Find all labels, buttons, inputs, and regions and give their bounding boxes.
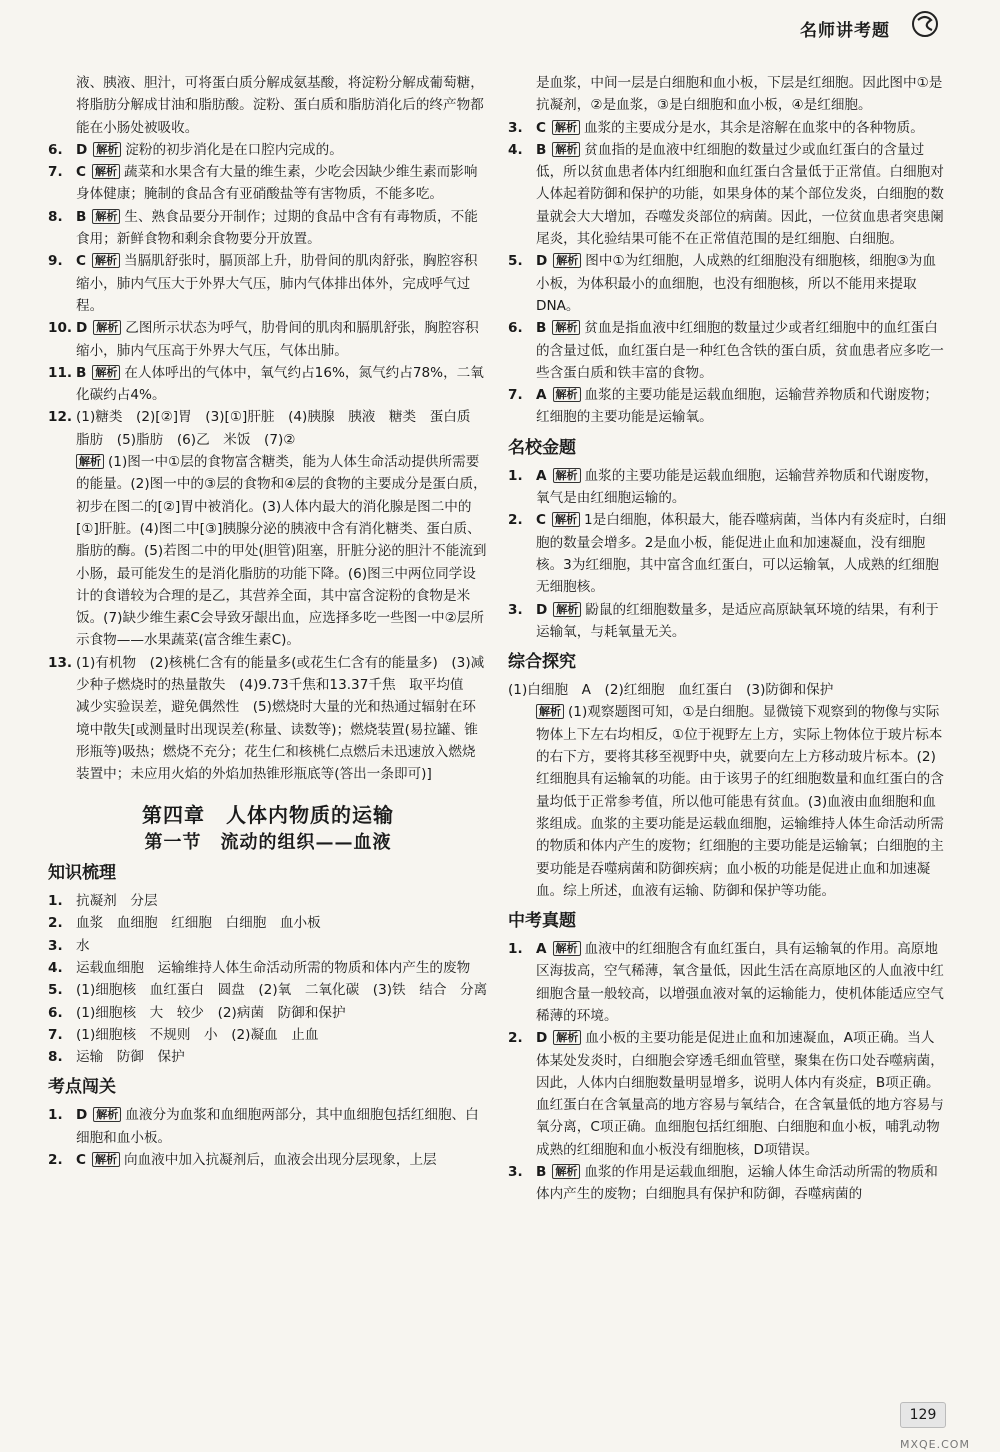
answer-item (48, 406, 488, 451)
question-number: 3. (508, 601, 523, 618)
answer-letter: D (76, 141, 88, 158)
question-number: 2. (508, 512, 523, 529)
answer-item (508, 1161, 948, 1206)
analysis-tag: 解析 (93, 1107, 121, 1122)
answer-text: 向血液中加入抗凝剂后，血液会出现分层现象，上层 (123, 1152, 437, 1169)
answer-letter: C (76, 253, 86, 270)
chapter-title: 第四章 人体内物质的运输 (142, 802, 394, 827)
continuation-text (48, 451, 488, 652)
answer-text: 在人体呼出的气体中，氧气约占16%，氮气约占78%，二氧化碳约占4%。 (76, 364, 484, 404)
answer-text: 血浆的主要功能是运载血细胞，运输营养物质和代谢废物，氧气是由红细胞运输的。 (536, 467, 938, 507)
question-number: 2. (48, 915, 63, 932)
answer-letter: A (536, 387, 547, 404)
answer-item (508, 509, 948, 598)
analysis-tag: 解析 (92, 209, 120, 224)
answer-item (48, 1024, 488, 1046)
paragraph-text: 是血浆，中间一层是白细胞和血小板，下层是红细胞。因此图中①是抗凝剂，②是血浆，③是白细胞和血小板，④是红细胞。 (536, 75, 943, 114)
analysis-tag: 解析 (552, 142, 580, 157)
question-number: 3. (508, 119, 523, 136)
question-number: 8. (48, 1049, 63, 1066)
answer-letter: B (536, 320, 547, 337)
analysis-tag: 解析 (553, 602, 581, 617)
analysis-tag: 解析 (92, 253, 120, 268)
analysis-tag: 解析 (552, 512, 580, 527)
paragraph-text: (1)观察题图可知，①是白细胞。显微镜下观察到的物像与实际物体上下左右均相反，①位于视野左上方，实际上物体位于玻片标本的右下方，要将其移至视野中央，就要向左上方移动玻片标本。(2)红细胞具有运输氧的功能。由于该男子的红细胞数量和血红蛋白的含量均低于正常参考值，所以他可能患有贫血。(3)血液由血细胞和血浆组成。血浆的主要功能是运载血细胞，运输维持人体生命活动所需的物质和体内产生的废物；红细胞的主要功能是运输氧；白细胞的主要功能是吞噬病菌和防御疾病；血小板的功能是促进止血和加速凝血。综上所述，血液有运输、防御和保护等功能。 (536, 704, 944, 899)
answer-text: 当膈肌舒张时，膈顶部上升，肋骨间的肌肉舒张，胸腔容积缩小，肺内气压大于外界大气压，肺内气体排出体外，完成呼气过程。 (76, 253, 478, 314)
question-number: 4. (508, 141, 523, 158)
answer-letter: C (536, 119, 546, 136)
analysis-tag: 解析 (92, 365, 120, 380)
answer-item (508, 117, 948, 139)
answer-item (48, 957, 488, 979)
answer-item (508, 139, 948, 250)
answer-letter: D (536, 1030, 548, 1047)
continuation-text (48, 72, 488, 139)
answer-text: 乙图所示状态为呼气，肋骨间的肌肉和膈肌舒张，胸腔容积缩小，肺内气压高于外界大气压，气体出肺。 (76, 320, 479, 359)
section-heading: 中考真题 (508, 911, 576, 932)
answer-text: 淀粉的初步消化是在口腔内完成的。 (125, 141, 343, 158)
answer-item (48, 139, 488, 161)
question-number: 1. (48, 1107, 63, 1124)
answer-item (48, 206, 488, 251)
answer-item (48, 362, 488, 407)
question-number: 8. (48, 208, 63, 225)
right-column (508, 72, 948, 1206)
section-title: 第一节 流动的组织——血液 (144, 831, 392, 853)
analysis-tag: 解析 (553, 1030, 581, 1045)
question-number: 6. (48, 141, 63, 158)
answer-text: 贫血指的是血液中红细胞的数量过少或血红蛋白的含量过低，所以贫血患者体内红细胞和血红蛋白含量低于正常值。白细胞对人体起着防御和保护的功能，如果身体的某个部位发炎，白细胞的数量就会大大增加，吞噬发炎部位的病菌。因此，一位贫血患者突患阑尾炎，其化验结果可能不在正常值范围的是红细胞、白细胞。 (536, 141, 944, 248)
answer-item (48, 912, 488, 934)
answer-text: 血液分为血浆和血细胞两部分，其中血细胞包括红细胞、白细胞和血小板。 (76, 1107, 479, 1146)
analysis-tag: 解析 (553, 253, 581, 268)
answer-letter: B (536, 1164, 547, 1181)
answer-letter: B (536, 141, 547, 158)
answer-item (48, 317, 488, 362)
answer-text: 水 (76, 937, 90, 954)
answer-item (508, 1027, 948, 1161)
answer-letter: D (76, 320, 88, 337)
brand-title: 名师讲考题 (800, 21, 890, 41)
question-number: 7. (48, 1026, 63, 1043)
analysis-tag: 解析 (553, 468, 581, 483)
question-number: 5. (48, 982, 63, 999)
question-number: 2. (48, 1152, 63, 1169)
analysis-tag: 解析 (536, 704, 564, 719)
page-number: 129 (900, 1402, 946, 1428)
paragraph-text: (1)图一中①层的食物富含糖类，能为人体生命活动提供所需要的能量。(2)图一中的③层的食物和④层的食物的主要成分是蛋白质，初步在图二的[②]胃中被消化。(3)人体内最大的消化腺是图二中的[①]肝脏。(4)图二中[③]胰腺分泌的胰液中含有消化糖类、蛋白质、脂肪的酶。(5)若图二中的甲处(胆管)阻塞，肝脏分泌的胆汁不能流到小肠，最可能发生的是消化脂肪的功能下降。(6)图三中两位同学设计的食谱较为合理的是乙，其营养全面，其中富含淀粉的食物是米饭。(7)缺少维生素C会导致牙龈出血，应选择多吃一些图一中②层所示食物——水果蔬菜(富含维生素C)。 (76, 454, 487, 649)
answer-letter: A (536, 941, 547, 958)
answer-text: 贫血是指血液中红细胞的数量过少或者红细胞中的血红蛋白的含量过低，血红蛋白是一种红色含铁的蛋白质，贫血患者应多吃一些含蛋白质和铁丰富的食物。 (536, 320, 944, 381)
left-column (48, 72, 488, 1171)
question-number: 3. (508, 1164, 523, 1181)
answer-text: 生、熟食品要分开制作；过期的食品中含有有毒物质，不能食用；新鲜食物和剩余食物要分开放置。 (76, 208, 478, 248)
question-number: 10. (48, 320, 73, 337)
section-heading: 知识梳理 (48, 863, 116, 884)
question-number: 2. (508, 1030, 523, 1047)
analysis-tag: 解析 (553, 387, 581, 402)
analysis-tag: 解析 (93, 320, 121, 335)
question-number: 9. (48, 253, 63, 270)
answer-letter: C (536, 512, 546, 529)
question-number: 7. (508, 387, 523, 404)
answer-text: 血液中的红细胞含有血红蛋白，具有运输氧的作用。高原地区海拔高，空气稀薄，氧含量低，因此生活在高原地区的人血液中红细胞含量一般较高，以增强血液对氧的运输能力，使机体能适应空气稀薄的环境。 (536, 941, 944, 1024)
section-heading: 名校金题 (508, 437, 576, 458)
answer-letter: B (76, 364, 87, 381)
question-number: 4. (48, 959, 63, 976)
answer-item (508, 384, 948, 429)
section-heading: 考点闯关 (48, 1077, 116, 1098)
question-number: 6. (48, 1004, 63, 1021)
question-number: 3. (48, 937, 63, 954)
question-number: 5. (508, 253, 523, 270)
paragraph-text: 液、胰液、胆汁，可将蛋白质分解成氨基酸，将淀粉分解成葡萄糖，将脂肪分解成甘油和脂肪酸。淀粉、蛋白质和脂肪消化后的终产物都能在小肠处被吸收。 (76, 75, 484, 136)
answer-letter: D (536, 601, 548, 618)
question-number: 1. (48, 893, 63, 910)
analysis-tag: 解析 (76, 454, 104, 469)
answer-text: 图中①为红细胞，人成熟的红细胞没有细胞核，细胞③为血小板，为体积最小的血细胞，也没有细胞核，所以不能用来提取DNA。 (536, 253, 936, 314)
analysis-tag: 解析 (93, 142, 121, 157)
question-number: 1. (508, 467, 523, 484)
paragraph-text: (1)白细胞 A (2)红细胞 血红蛋白 (3)防御和保护 (508, 682, 834, 699)
analysis-tag: 解析 (552, 120, 580, 135)
answer-item (48, 979, 488, 1001)
answer-text: 血浆的作用是运载血细胞，运输人体生命活动所需的物质和体内产生的废物；白细胞具有保护和防御，吞噬病菌的 (536, 1164, 938, 1203)
answer-letter: B (76, 208, 87, 225)
answer-text: 运输 防御 保护 (76, 1049, 185, 1066)
answer-text: (1)细胞核 大 较少 (2)病菌 防御和保护 (76, 1004, 346, 1021)
answer-item (508, 250, 948, 317)
question-number: 1. (508, 941, 523, 958)
question-number: 12. (48, 409, 73, 426)
answer-text: (1)细胞核 不规则 小 (2)凝血 止血 (76, 1026, 319, 1043)
answer-letter: C (76, 1152, 86, 1169)
answer-item (508, 938, 948, 1027)
analysis-tag: 解析 (552, 1164, 580, 1179)
watermark-logo (850, 1408, 995, 1452)
answer-text: 血浆 血细胞 红细胞 白细胞 血小板 (76, 915, 321, 932)
question-number: 6. (508, 320, 523, 337)
answer-item (48, 652, 488, 786)
answer-text: (1)有机物 (2)核桃仁含有的能量多(或花生仁含有的能量多) (3)减少种子燃烧时的热量散失 (4)9.73千焦和13.37千焦 取平均值 减少实验误差，避免偶然性 (5)燃烧时大量的光和热通过辐射在环境中散失[或测量时出现误差(称量、读数等)；燃烧装置(易拉罐、锥形瓶等)吸热；燃烧不充分；花生仁和核桃仁点燃后未迅速放入燃烧装置中；未应用火焰的外焰加热锥形瓶底等(答出一条即可)] (76, 654, 485, 783)
answer-letter: D (536, 253, 548, 270)
question-number: 13. (48, 654, 73, 671)
answer-item (48, 890, 488, 912)
answer-text: 血浆的主要功能是运载血细胞，运输营养物质和代谢废物；红细胞的主要功能是运输氧。 (536, 387, 938, 426)
analysis-tag: 解析 (553, 941, 581, 956)
answer-text: (1)糖类 (2)[②]胃 (3)[①]肝脏 (4)胰腺 胰液 糖类 蛋白质 脂肪 (5)脂肪 (6)乙 米饭 (7)② (76, 409, 485, 448)
answer-item (48, 1002, 488, 1024)
answer-item (508, 599, 948, 644)
answer-text: 运载血细胞 运输维持人体生命活动所需的物质和体内产生的废物 (76, 959, 471, 976)
answer-letter: A (536, 467, 547, 484)
answer-item (48, 1104, 488, 1149)
continuation-text (508, 72, 948, 117)
answer-text: 1是白细胞，体积最大，能吞噬病菌，当体内有炎症时，白细胞的数量会增多。2是血小板，能促进止血和加速凝血，没有细胞核。3为红细胞，其中富含血红蛋白，可以运输氧，人成熟的红细胞无细胞核。 (536, 512, 947, 596)
answer-text: 抗凝剂 分层 (76, 893, 158, 910)
answer-text: (1)细胞核 血红蛋白 圆盘 (2)氧 二氧化碳 (3)铁 结合 分离 (76, 982, 488, 999)
answer-text: 鼢鼠的红细胞数量多，是适应高原缺氧环境的结果，有利于运输氧，与耗氧量无关。 (536, 601, 939, 640)
answer-item (48, 935, 488, 957)
answer-text: 血小板的主要功能是促进止血和加速凝血，A项正确。当人体某处发炎时，白细胞会穿透毛细血管壁，聚集在伤口处吞噬病菌，因此，人体内白细胞数量明显增多，说明人体内有炎症，B项正确。血红蛋白在含氧量高的地方容易与氧结合，在含氧量低的地方容易与氧分离，C项正确。血细胞包括红细胞、白细胞和血小板，哺乳动物成熟的红细胞和血小板没有细胞核，D项错误。 (536, 1030, 944, 1158)
answer-item (508, 317, 948, 384)
analysis-tag: 解析 (92, 1152, 120, 1167)
answer-text: 血浆的主要成分是水，其余是溶解在血浆中的各种物质。 (583, 119, 924, 136)
answer-text: 蔬菜和水果含有大量的维生素，少吃会因缺少维生素而影响身体健康；腌制的食品含有亚硝酸盐等有害物质，不能多吃。 (76, 164, 478, 203)
answer-item (48, 1046, 488, 1068)
question-number: 11. (48, 364, 73, 381)
watermark-text: MXQE.COM (900, 1438, 970, 1451)
answer-item (508, 465, 948, 510)
answer-item (48, 161, 488, 206)
answer-item (48, 250, 488, 317)
section-heading: 综合探究 (508, 652, 576, 673)
answer-letter: C (76, 164, 86, 181)
continuation-text (508, 701, 948, 902)
question-number: 7. (48, 164, 63, 181)
brand-logo-icon (910, 10, 940, 38)
analysis-tag: 解析 (552, 320, 580, 335)
answer-line (508, 679, 948, 701)
analysis-tag: 解析 (92, 164, 120, 179)
page-header (800, 10, 990, 46)
answer-item (48, 1149, 488, 1171)
answer-letter: D (76, 1107, 88, 1124)
